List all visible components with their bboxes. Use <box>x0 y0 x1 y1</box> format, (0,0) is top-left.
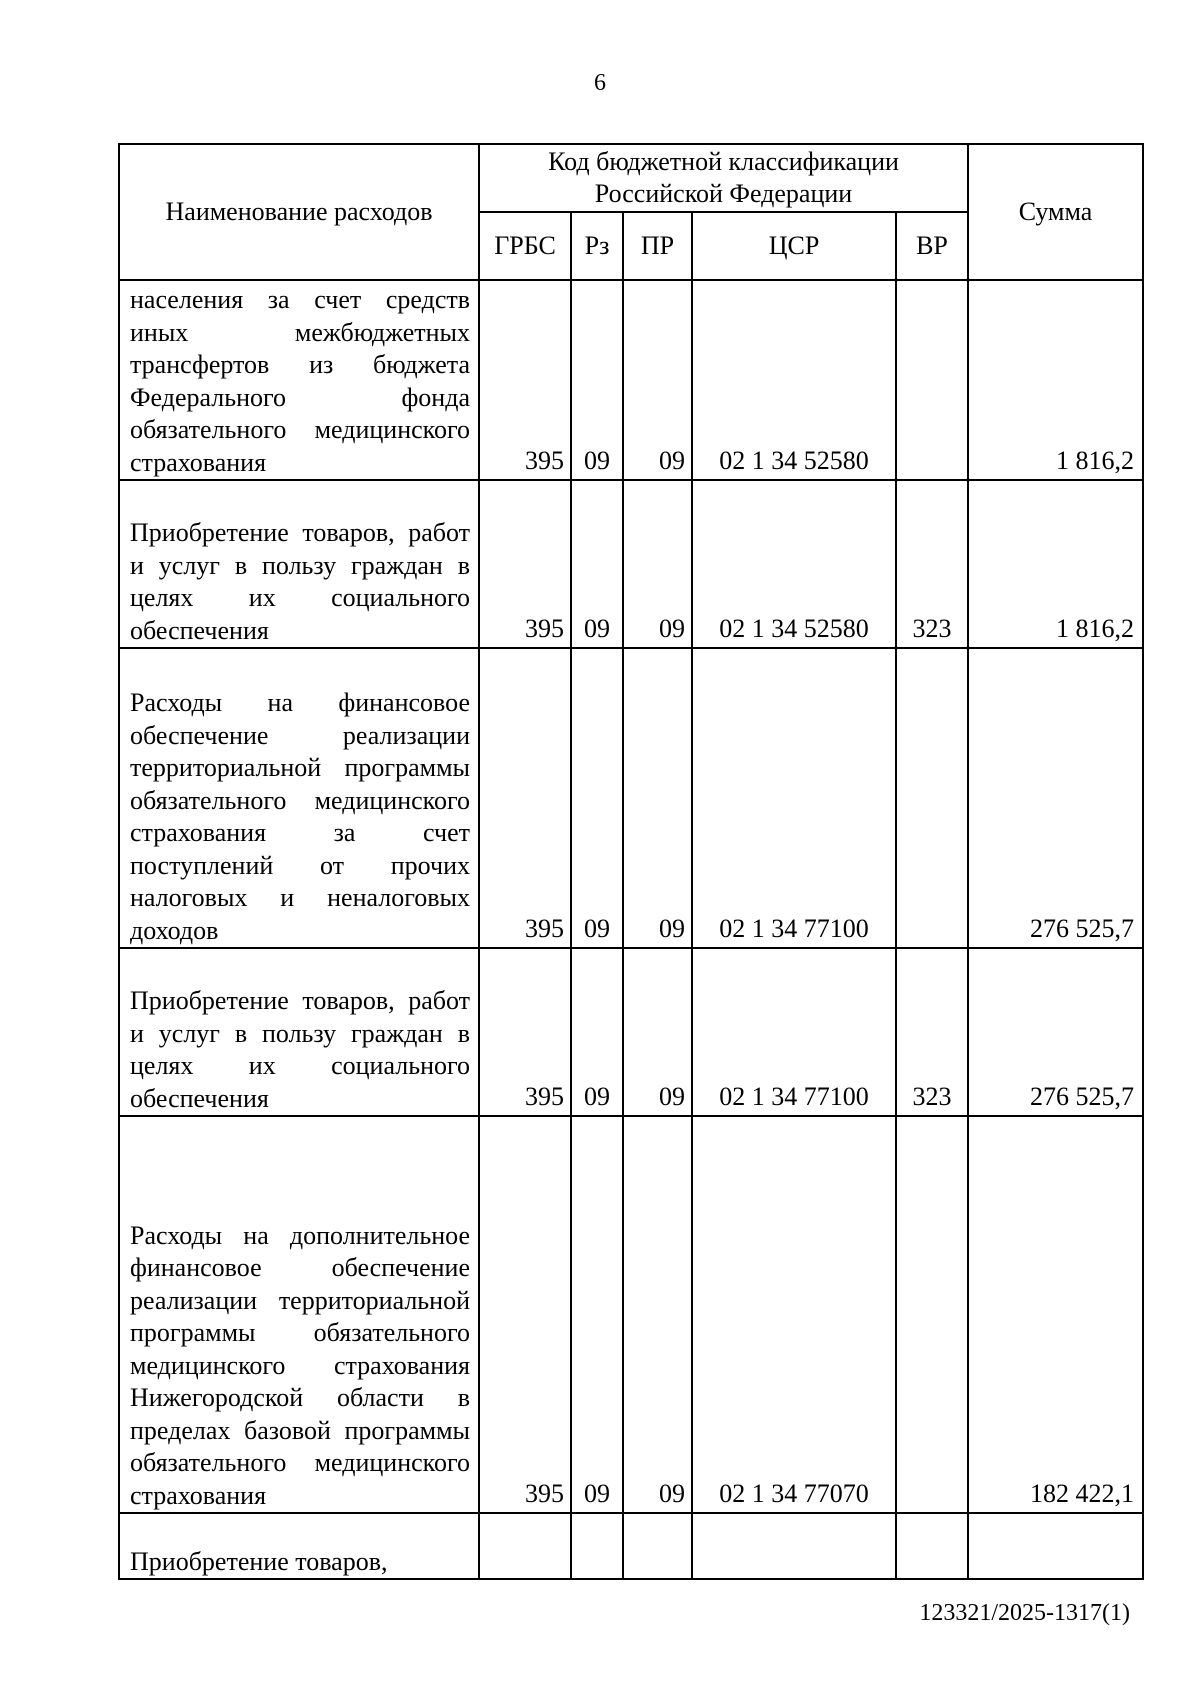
row-grbs <box>479 1513 571 1579</box>
header-rz: Рз <box>571 212 623 280</box>
row-rz: 09 <box>571 480 623 648</box>
row-sum: 1 816,2 <box>968 280 1143 480</box>
row-csr: 02 1 34 52580 <box>692 480 896 648</box>
row-sum: 182 422,1 <box>968 1116 1143 1513</box>
row-name: Приобретение товаров, работ и услуг в пользу граждан в целях их социального обеспечения <box>119 480 479 648</box>
budget-table <box>118 143 1144 1580</box>
row-sum <box>968 1513 1143 1579</box>
row-grbs: 395 <box>479 280 571 480</box>
row-vr <box>896 1513 968 1579</box>
header-vr: ВР <box>896 212 968 280</box>
row-csr: 02 1 34 77100 <box>692 948 896 1116</box>
row-grbs: 395 <box>479 1116 571 1513</box>
row-pr <box>623 1513 692 1579</box>
row-grbs: 395 <box>479 480 571 648</box>
row-name: населения за счет средств иных межбюджетных трансфертов из бюджета Федерального фонда обязательного медицинского страхования <box>119 280 479 480</box>
table-row <box>119 480 1143 648</box>
row-sum: 1 816,2 <box>968 480 1143 648</box>
page-number: 6 <box>594 70 606 96</box>
row-pr: 09 <box>623 1116 692 1513</box>
row-csr: 02 1 34 52580 <box>692 280 896 480</box>
table-row <box>119 1513 1143 1579</box>
table-row <box>119 1116 1143 1513</box>
row-pr: 09 <box>623 480 692 648</box>
table-header <box>119 144 1143 280</box>
row-rz: 09 <box>571 280 623 480</box>
header-grbs: ГРБС <box>479 212 571 280</box>
document-registration-code: 123321/2025-1317(1) <box>919 1600 1130 1626</box>
row-name: Приобретение товаров, <box>119 1513 479 1579</box>
table-row <box>119 648 1143 948</box>
row-name: Приобретение товаров, работ и услуг в пользу граждан в целях их социального обеспечения <box>119 948 479 1116</box>
table-body <box>119 280 1143 1579</box>
row-name: Расходы на финансовое обеспечение реализации территориальной программы обязательного медицинского страхования за счет поступлений от прочих налоговых и неналоговых доходов <box>119 648 479 948</box>
row-grbs: 395 <box>479 948 571 1116</box>
row-pr: 09 <box>623 948 692 1116</box>
row-vr <box>896 280 968 480</box>
row-rz <box>571 1513 623 1579</box>
row-csr <box>692 1513 896 1579</box>
header-kbk-group: Код бюджетной классификации Российской Федерации <box>479 144 968 212</box>
table-row <box>119 280 1143 480</box>
row-rz: 09 <box>571 648 623 948</box>
row-sum: 276 525,7 <box>968 648 1143 948</box>
table-row <box>119 948 1143 1116</box>
row-rz: 09 <box>571 948 623 1116</box>
row-csr: 02 1 34 77100 <box>692 648 896 948</box>
row-pr: 09 <box>623 648 692 948</box>
row-vr: 323 <box>896 948 968 1116</box>
header-sum: Сумма <box>968 144 1143 280</box>
row-name: Расходы на дополнительное финансовое обеспечение реализации территориальной программы обязательного медицинского страхования Нижегородской области в пределах базовой программы обязательного медицинского страхования <box>119 1116 479 1513</box>
header-pr: ПР <box>623 212 692 280</box>
row-grbs: 395 <box>479 648 571 948</box>
row-vr <box>896 1116 968 1513</box>
row-sum: 276 525,7 <box>968 948 1143 1116</box>
row-rz: 09 <box>571 1116 623 1513</box>
row-vr: 323 <box>896 480 968 648</box>
header-name: Наименование расходов <box>119 144 479 280</box>
row-vr <box>896 648 968 948</box>
row-pr: 09 <box>623 280 692 480</box>
row-csr: 02 1 34 77070 <box>692 1116 896 1513</box>
header-csr: ЦСР <box>692 212 896 280</box>
